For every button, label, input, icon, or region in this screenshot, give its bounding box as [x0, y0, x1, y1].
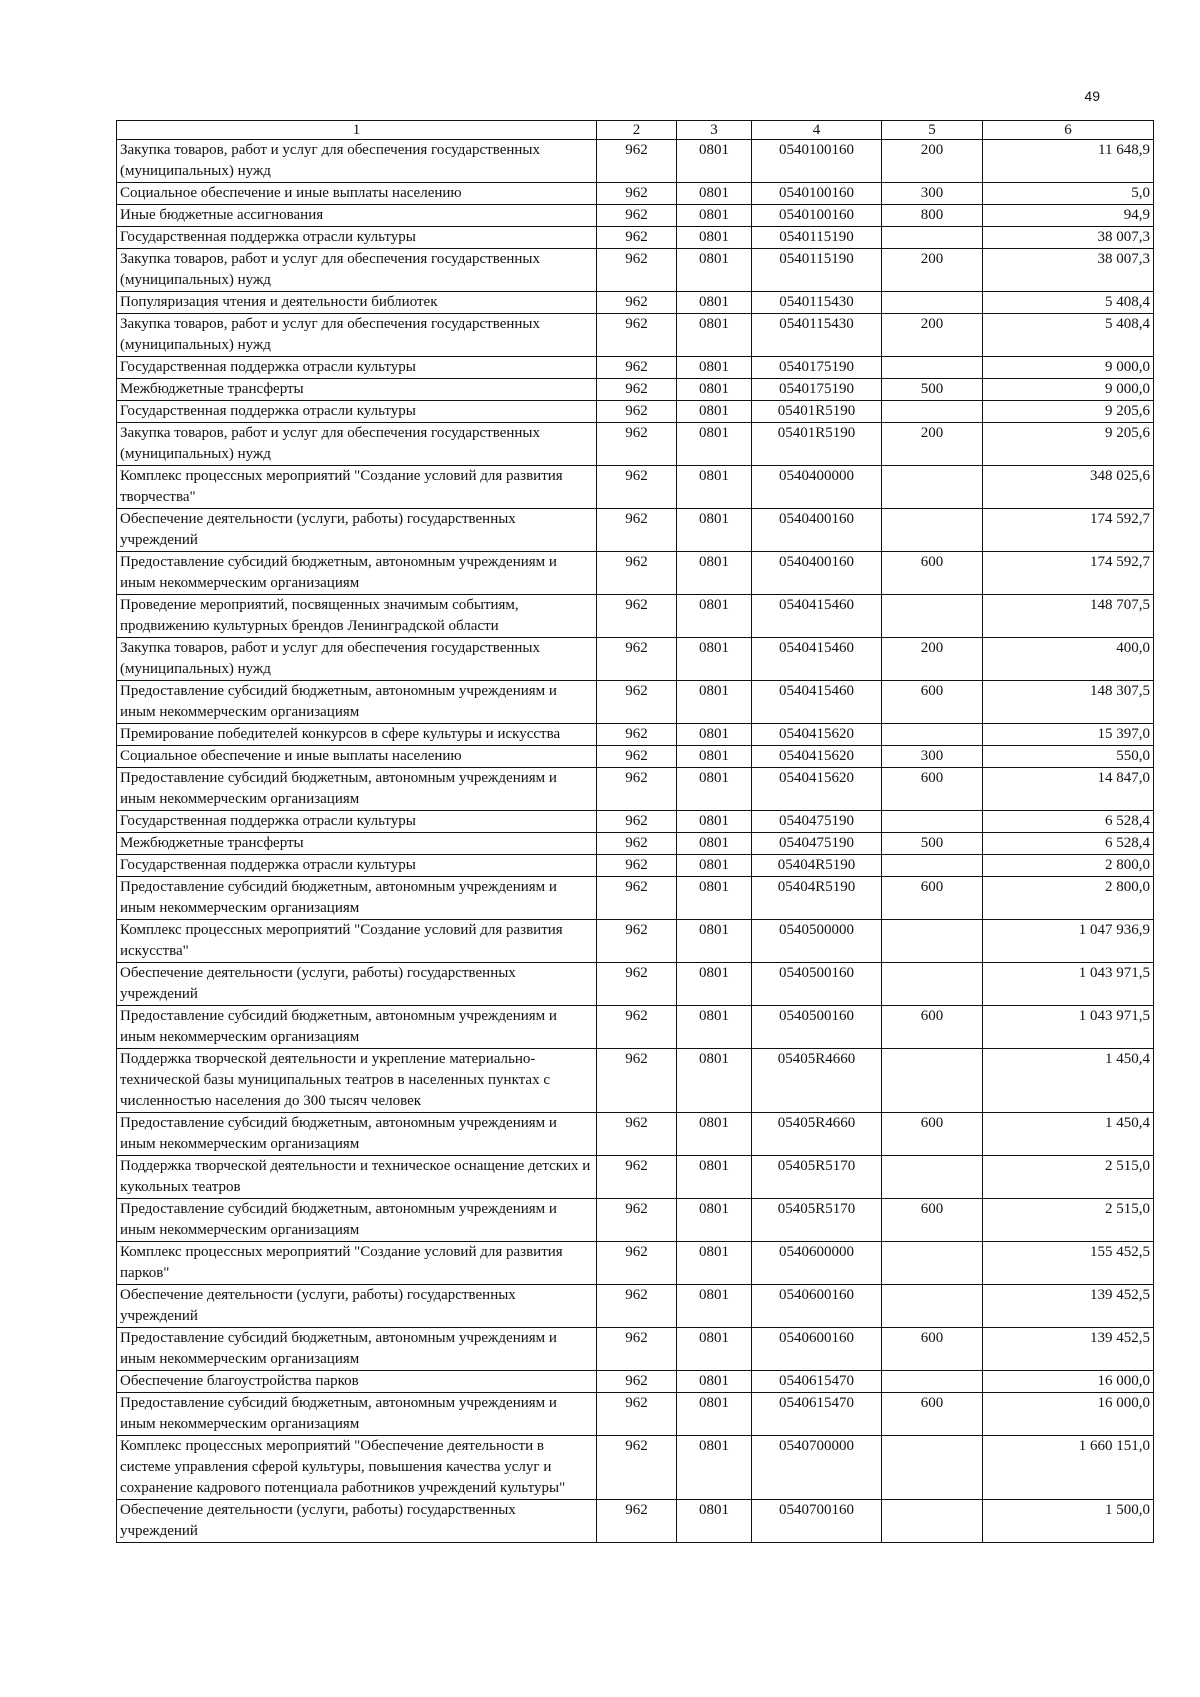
column-header: 3: [677, 121, 752, 140]
target-article-cell: 0540175190: [752, 357, 882, 379]
amount-cell: 1 043 971,5: [983, 963, 1154, 1006]
item-name-cell: Комплекс процессных мероприятий "Создание условий для развития искусства": [117, 920, 597, 963]
table-row: [117, 1113, 1154, 1156]
table-row: [117, 768, 1154, 811]
item-name-cell: Предоставление субсидий бюджетным, автономным учреждениям и иным некоммерческим организациям: [117, 877, 597, 920]
table-row: [117, 205, 1154, 227]
item-name-cell: Комплекс процессных мероприятий "Обеспечение деятельности в системе управления сферой культуры, повышения качества услуг и сохранение кадрового потенциала работников учреждений культуры": [117, 1436, 597, 1500]
admin-code-cell: 962: [597, 466, 677, 509]
target-article-cell: 0540100160: [752, 205, 882, 227]
table-row: [117, 920, 1154, 963]
target-article-cell: 0540700160: [752, 1500, 882, 1543]
target-article-cell: 0540415460: [752, 638, 882, 681]
target-article-cell: 0540600160: [752, 1285, 882, 1328]
section-code-cell: 0801: [677, 1006, 752, 1049]
amount-cell: 1 450,4: [983, 1049, 1154, 1113]
amount-cell: 9 000,0: [983, 357, 1154, 379]
item-name-cell: Обеспечение деятельности (услуги, работы) государственных учреждений: [117, 509, 597, 552]
table-row: [117, 314, 1154, 357]
item-name-cell: Предоставление субсидий бюджетным, автономным учреждениям и иным некоммерческим организациям: [117, 768, 597, 811]
section-code-cell: 0801: [677, 877, 752, 920]
expense-type-cell: [882, 292, 983, 314]
table-row: [117, 855, 1154, 877]
table-row: [117, 1500, 1154, 1543]
expense-type-cell: [882, 1436, 983, 1500]
item-name-cell: Предоставление субсидий бюджетным, автономным учреждениям и иным некоммерческим организациям: [117, 681, 597, 724]
target-article-cell: 0540415460: [752, 681, 882, 724]
admin-code-cell: 962: [597, 205, 677, 227]
section-code-cell: 0801: [677, 249, 752, 292]
item-name-cell: Обеспечение деятельности (услуги, работы) государственных учреждений: [117, 963, 597, 1006]
section-code-cell: 0801: [677, 466, 752, 509]
target-article-cell: 0540615470: [752, 1371, 882, 1393]
section-code-cell: 0801: [677, 595, 752, 638]
item-name-cell: Предоставление субсидий бюджетным, автономным учреждениям и иным некоммерческим организациям: [117, 1199, 597, 1242]
target-article-cell: 0540400160: [752, 509, 882, 552]
item-name-cell: Обеспечение деятельности (услуги, работы) государственных учреждений: [117, 1285, 597, 1328]
table-row: [117, 724, 1154, 746]
admin-code-cell: 962: [597, 357, 677, 379]
item-name-cell: Социальное обеспечение и иные выплаты населению: [117, 183, 597, 205]
expense-type-cell: [882, 920, 983, 963]
target-article-cell: 05404R5190: [752, 855, 882, 877]
target-article-cell: 0540100160: [752, 183, 882, 205]
section-code-cell: 0801: [677, 314, 752, 357]
target-article-cell: 0540415460: [752, 595, 882, 638]
admin-code-cell: 962: [597, 140, 677, 183]
admin-code-cell: 962: [597, 183, 677, 205]
expense-type-cell: [882, 1156, 983, 1199]
amount-cell: 15 397,0: [983, 724, 1154, 746]
expense-type-cell: [882, 466, 983, 509]
target-article-cell: 05405R4660: [752, 1113, 882, 1156]
table-row: [117, 746, 1154, 768]
header-row: [117, 121, 1154, 140]
section-code-cell: 0801: [677, 638, 752, 681]
section-code-cell: 0801: [677, 357, 752, 379]
target-article-cell: 0540100160: [752, 140, 882, 183]
item-name-cell: Предоставление субсидий бюджетным, автономным учреждениям и иным некоммерческим организациям: [117, 552, 597, 595]
section-code-cell: 0801: [677, 746, 752, 768]
admin-code-cell: 962: [597, 595, 677, 638]
section-code-cell: 0801: [677, 1156, 752, 1199]
section-code-cell: 0801: [677, 509, 752, 552]
section-code-cell: 0801: [677, 379, 752, 401]
item-name-cell: Поддержка творческой деятельности и техническое оснащение детских и кукольных театров: [117, 1156, 597, 1199]
section-code-cell: 0801: [677, 920, 752, 963]
admin-code-cell: 962: [597, 1393, 677, 1436]
amount-cell: 1 450,4: [983, 1113, 1154, 1156]
admin-code-cell: 962: [597, 552, 677, 595]
amount-cell: 16 000,0: [983, 1371, 1154, 1393]
target-article-cell: 0540415620: [752, 768, 882, 811]
item-name-cell: Закупка товаров, работ и услуг для обеспечения государственных (муниципальных) нужд: [117, 423, 597, 466]
expense-type-cell: [882, 1285, 983, 1328]
table-row: [117, 1199, 1154, 1242]
admin-code-cell: 962: [597, 1371, 677, 1393]
expense-type-cell: 600: [882, 552, 983, 595]
admin-code-cell: 962: [597, 681, 677, 724]
table-row: [117, 811, 1154, 833]
amount-cell: 9 000,0: [983, 379, 1154, 401]
amount-cell: 14 847,0: [983, 768, 1154, 811]
target-article-cell: 0540175190: [752, 379, 882, 401]
admin-code-cell: 962: [597, 249, 677, 292]
expense-type-cell: 600: [882, 1328, 983, 1371]
amount-cell: 348 025,6: [983, 466, 1154, 509]
expense-type-cell: 200: [882, 249, 983, 292]
item-name-cell: Предоставление субсидий бюджетным, автономным учреждениям и иным некоммерческим организациям: [117, 1006, 597, 1049]
admin-code-cell: 962: [597, 1285, 677, 1328]
column-header: 6: [983, 121, 1154, 140]
item-name-cell: Межбюджетные трансферты: [117, 833, 597, 855]
admin-code-cell: 962: [597, 509, 677, 552]
section-code-cell: 0801: [677, 227, 752, 249]
amount-cell: 400,0: [983, 638, 1154, 681]
expense-type-cell: [882, 855, 983, 877]
target-article-cell: 0540475190: [752, 811, 882, 833]
target-article-cell: 05401R5190: [752, 401, 882, 423]
item-name-cell: Комплекс процессных мероприятий "Создание условий для развития творчества": [117, 466, 597, 509]
target-article-cell: 05405R4660: [752, 1049, 882, 1113]
admin-code-cell: 962: [597, 1328, 677, 1371]
table-row: [117, 401, 1154, 423]
target-article-cell: 05401R5190: [752, 423, 882, 466]
amount-cell: 174 592,7: [983, 552, 1154, 595]
amount-cell: 155 452,5: [983, 1242, 1154, 1285]
expense-type-cell: [882, 509, 983, 552]
expense-type-cell: [882, 1371, 983, 1393]
admin-code-cell: 962: [597, 855, 677, 877]
target-article-cell: 05404R5190: [752, 877, 882, 920]
table-header: [117, 121, 1154, 140]
admin-code-cell: 962: [597, 1242, 677, 1285]
target-article-cell: 0540700000: [752, 1436, 882, 1500]
amount-cell: 5 408,4: [983, 292, 1154, 314]
expense-type-cell: [882, 724, 983, 746]
expense-type-cell: [882, 1500, 983, 1543]
amount-cell: 2 515,0: [983, 1156, 1154, 1199]
column-header: 5: [882, 121, 983, 140]
table-row: [117, 681, 1154, 724]
admin-code-cell: 962: [597, 401, 677, 423]
table-row: [117, 552, 1154, 595]
section-code-cell: 0801: [677, 1285, 752, 1328]
table-row: [117, 1285, 1154, 1328]
amount-cell: 6 528,4: [983, 811, 1154, 833]
amount-cell: 11 648,9: [983, 140, 1154, 183]
section-code-cell: 0801: [677, 1436, 752, 1500]
section-code-cell: 0801: [677, 1328, 752, 1371]
amount-cell: 550,0: [983, 746, 1154, 768]
amount-cell: 2 515,0: [983, 1199, 1154, 1242]
section-code-cell: 0801: [677, 552, 752, 595]
section-code-cell: 0801: [677, 183, 752, 205]
section-code-cell: 0801: [677, 1049, 752, 1113]
column-header: 1: [117, 121, 597, 140]
table-row: [117, 1371, 1154, 1393]
amount-cell: 16 000,0: [983, 1393, 1154, 1436]
table-row: [117, 292, 1154, 314]
amount-cell: 148 707,5: [983, 595, 1154, 638]
target-article-cell: 0540475190: [752, 833, 882, 855]
target-article-cell: 05405R5170: [752, 1156, 882, 1199]
amount-cell: 1 043 971,5: [983, 1006, 1154, 1049]
amount-cell: 2 800,0: [983, 877, 1154, 920]
item-name-cell: Закупка товаров, работ и услуг для обеспечения государственных (муниципальных) нужд: [117, 249, 597, 292]
expense-type-cell: 300: [882, 746, 983, 768]
target-article-cell: 0540415620: [752, 724, 882, 746]
item-name-cell: Государственная поддержка отрасли культуры: [117, 401, 597, 423]
table-row: [117, 227, 1154, 249]
table-row: [117, 638, 1154, 681]
target-article-cell: 0540115430: [752, 314, 882, 357]
target-article-cell: 0540115190: [752, 227, 882, 249]
section-code-cell: 0801: [677, 1199, 752, 1242]
section-code-cell: 0801: [677, 205, 752, 227]
amount-cell: 139 452,5: [983, 1285, 1154, 1328]
item-name-cell: Популяризация чтения и деятельности библиотек: [117, 292, 597, 314]
target-article-cell: 0540500160: [752, 963, 882, 1006]
item-name-cell: Закупка товаров, работ и услуг для обеспечения государственных (муниципальных) нужд: [117, 140, 597, 183]
expense-type-cell: 500: [882, 379, 983, 401]
admin-code-cell: 962: [597, 314, 677, 357]
expense-type-cell: [882, 1242, 983, 1285]
item-name-cell: Государственная поддержка отрасли культуры: [117, 855, 597, 877]
expense-type-cell: 600: [882, 1199, 983, 1242]
amount-cell: 5,0: [983, 183, 1154, 205]
item-name-cell: Закупка товаров, работ и услуг для обеспечения государственных (муниципальных) нужд: [117, 314, 597, 357]
table-row: [117, 963, 1154, 1006]
table-row: [117, 509, 1154, 552]
table-row: [117, 1242, 1154, 1285]
item-name-cell: Предоставление субсидий бюджетным, автономным учреждениям и иным некоммерческим организациям: [117, 1113, 597, 1156]
admin-code-cell: 962: [597, 1436, 677, 1500]
expense-type-cell: 600: [882, 1393, 983, 1436]
admin-code-cell: 962: [597, 768, 677, 811]
amount-cell: 9 205,6: [983, 423, 1154, 466]
table-row: [117, 1006, 1154, 1049]
section-code-cell: 0801: [677, 768, 752, 811]
admin-code-cell: 962: [597, 1156, 677, 1199]
expense-type-cell: 600: [882, 681, 983, 724]
amount-cell: 94,9: [983, 205, 1154, 227]
table-row: [117, 357, 1154, 379]
admin-code-cell: 962: [597, 379, 677, 401]
admin-code-cell: 962: [597, 963, 677, 1006]
item-name-cell: Социальное обеспечение и иные выплаты населению: [117, 746, 597, 768]
section-code-cell: 0801: [677, 292, 752, 314]
target-article-cell: 0540615470: [752, 1393, 882, 1436]
admin-code-cell: 962: [597, 423, 677, 466]
item-name-cell: Предоставление субсидий бюджетным, автономным учреждениям и иным некоммерческим организациям: [117, 1328, 597, 1371]
table-row: [117, 183, 1154, 205]
amount-cell: 9 205,6: [983, 401, 1154, 423]
item-name-cell: Поддержка творческой деятельности и укрепление материально-технической базы муниципальных театров в населенных пунктах с численностью населения до 300 тысяч человек: [117, 1049, 597, 1113]
section-code-cell: 0801: [677, 401, 752, 423]
section-code-cell: 0801: [677, 1371, 752, 1393]
section-code-cell: 0801: [677, 1113, 752, 1156]
expense-type-cell: [882, 357, 983, 379]
admin-code-cell: 962: [597, 227, 677, 249]
admin-code-cell: 962: [597, 920, 677, 963]
item-name-cell: Обеспечение благоустройства парков: [117, 1371, 597, 1393]
amount-cell: 38 007,3: [983, 249, 1154, 292]
item-name-cell: Обеспечение деятельности (услуги, работы) государственных учреждений: [117, 1500, 597, 1543]
item-name-cell: Предоставление субсидий бюджетным, автономным учреждениям и иным некоммерческим организациям: [117, 1393, 597, 1436]
admin-code-cell: 962: [597, 877, 677, 920]
section-code-cell: 0801: [677, 1500, 752, 1543]
table-row: [117, 379, 1154, 401]
table-row: [117, 877, 1154, 920]
target-article-cell: 0540115190: [752, 249, 882, 292]
section-code-cell: 0801: [677, 963, 752, 1006]
expense-type-cell: 500: [882, 833, 983, 855]
column-header: 4: [752, 121, 882, 140]
expense-type-cell: 600: [882, 768, 983, 811]
admin-code-cell: 962: [597, 1006, 677, 1049]
amount-cell: 38 007,3: [983, 227, 1154, 249]
admin-code-cell: 962: [597, 1049, 677, 1113]
table-row: [117, 833, 1154, 855]
section-code-cell: 0801: [677, 833, 752, 855]
page-number: 49: [1084, 88, 1100, 104]
expense-type-cell: [882, 401, 983, 423]
expense-type-cell: 200: [882, 314, 983, 357]
expense-type-cell: 600: [882, 1006, 983, 1049]
section-code-cell: 0801: [677, 423, 752, 466]
expense-type-cell: 600: [882, 1113, 983, 1156]
table-row: [117, 1156, 1154, 1199]
budget-table: [116, 120, 1154, 1543]
table-row: [117, 466, 1154, 509]
target-article-cell: 0540115430: [752, 292, 882, 314]
table-row: [117, 1328, 1154, 1371]
item-name-cell: Премирование победителей конкурсов в сфере культуры и искусства: [117, 724, 597, 746]
admin-code-cell: 962: [597, 811, 677, 833]
amount-cell: 2 800,0: [983, 855, 1154, 877]
expense-type-cell: [882, 963, 983, 1006]
expense-type-cell: 200: [882, 140, 983, 183]
table-row: [117, 1436, 1154, 1500]
amount-cell: 6 528,4: [983, 833, 1154, 855]
section-code-cell: 0801: [677, 811, 752, 833]
admin-code-cell: 962: [597, 724, 677, 746]
admin-code-cell: 962: [597, 638, 677, 681]
section-code-cell: 0801: [677, 1393, 752, 1436]
expense-type-cell: 200: [882, 423, 983, 466]
expense-type-cell: 600: [882, 877, 983, 920]
table-row: [117, 1049, 1154, 1113]
amount-cell: 139 452,5: [983, 1328, 1154, 1371]
item-name-cell: Межбюджетные трансферты: [117, 379, 597, 401]
expense-type-cell: [882, 595, 983, 638]
target-article-cell: 0540400160: [752, 552, 882, 595]
item-name-cell: Государственная поддержка отрасли культуры: [117, 227, 597, 249]
item-name-cell: Закупка товаров, работ и услуг для обеспечения государственных (муниципальных) нужд: [117, 638, 597, 681]
target-article-cell: 0540415620: [752, 746, 882, 768]
expense-type-cell: [882, 1049, 983, 1113]
expense-type-cell: [882, 811, 983, 833]
target-article-cell: 0540600000: [752, 1242, 882, 1285]
section-code-cell: 0801: [677, 140, 752, 183]
table-row: [117, 595, 1154, 638]
table-row: [117, 140, 1154, 183]
item-name-cell: Государственная поддержка отрасли культуры: [117, 811, 597, 833]
expense-type-cell: 800: [882, 205, 983, 227]
amount-cell: 174 592,7: [983, 509, 1154, 552]
admin-code-cell: 962: [597, 1113, 677, 1156]
item-name-cell: Государственная поддержка отрасли культуры: [117, 357, 597, 379]
amount-cell: 1 660 151,0: [983, 1436, 1154, 1500]
section-code-cell: 0801: [677, 681, 752, 724]
amount-cell: 148 307,5: [983, 681, 1154, 724]
target-article-cell: 0540500160: [752, 1006, 882, 1049]
amount-cell: 5 408,4: [983, 314, 1154, 357]
expense-type-cell: 300: [882, 183, 983, 205]
item-name-cell: Иные бюджетные ассигнования: [117, 205, 597, 227]
table-row: [117, 249, 1154, 292]
amount-cell: 1 047 936,9: [983, 920, 1154, 963]
admin-code-cell: 962: [597, 1500, 677, 1543]
admin-code-cell: 962: [597, 292, 677, 314]
admin-code-cell: 962: [597, 833, 677, 855]
expense-type-cell: 200: [882, 638, 983, 681]
section-code-cell: 0801: [677, 855, 752, 877]
table-body: [117, 140, 1154, 1543]
item-name-cell: Проведение мероприятий, посвященных значимым событиям, продвижению культурных брендов Ленинградской области: [117, 595, 597, 638]
target-article-cell: 0540500000: [752, 920, 882, 963]
column-header: 2: [597, 121, 677, 140]
section-code-cell: 0801: [677, 724, 752, 746]
section-code-cell: 0801: [677, 1242, 752, 1285]
admin-code-cell: 962: [597, 1199, 677, 1242]
table-row: [117, 423, 1154, 466]
target-article-cell: 0540400000: [752, 466, 882, 509]
item-name-cell: Комплекс процессных мероприятий "Создание условий для развития парков": [117, 1242, 597, 1285]
table-row: [117, 1393, 1154, 1436]
target-article-cell: 0540600160: [752, 1328, 882, 1371]
expense-type-cell: [882, 227, 983, 249]
target-article-cell: 05405R5170: [752, 1199, 882, 1242]
amount-cell: 1 500,0: [983, 1500, 1154, 1543]
admin-code-cell: 962: [597, 746, 677, 768]
